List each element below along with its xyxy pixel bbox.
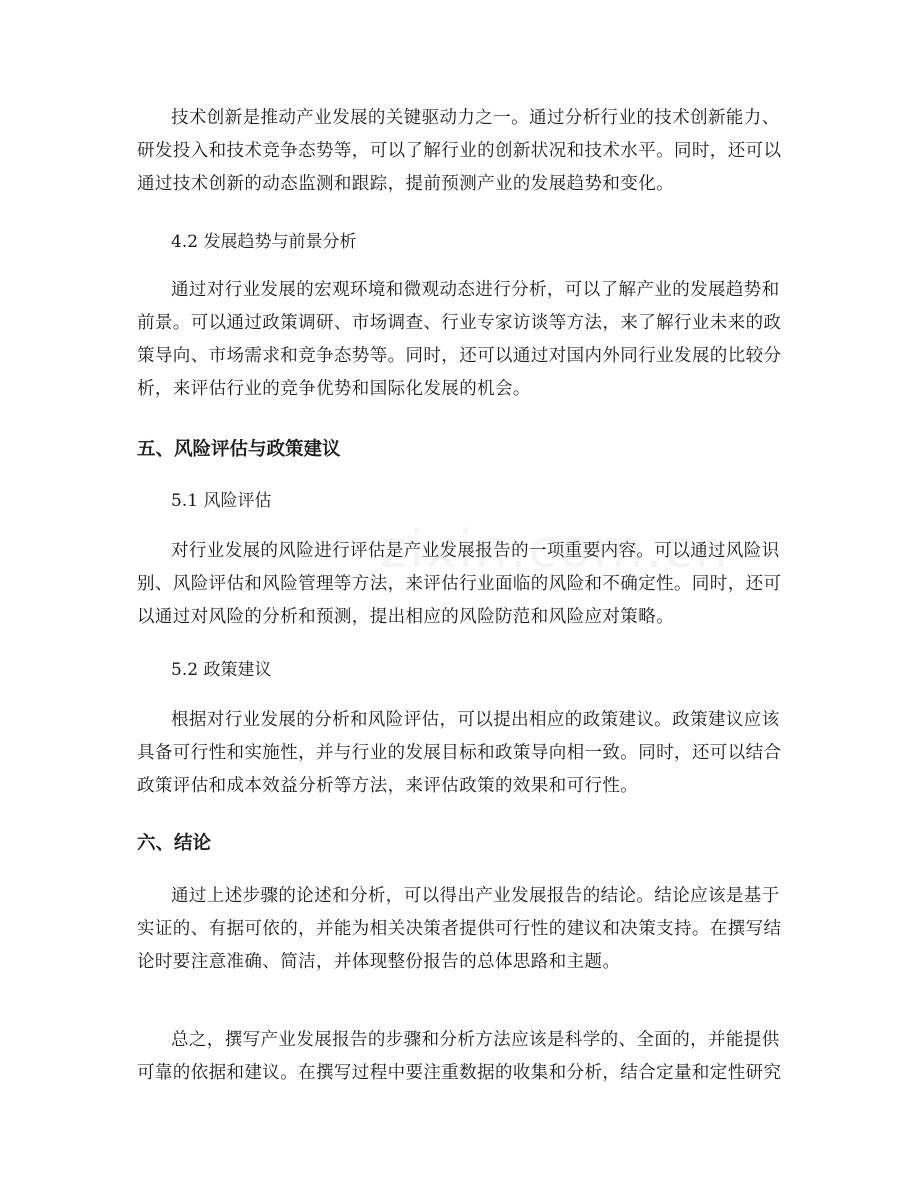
paragraph-summary: [137, 1024, 787, 1090]
paragraph-line: 前景。可以通过政策调研、市场调查、行业专家访谈等方法，来了解行业未来的政: [137, 313, 782, 333]
subheading-4-2: 4.2 发展趋势与前景分析: [171, 232, 357, 252]
paragraph-line: 技术创新是推动产业发展的关键驱动力之一。通过分析行业的技术创新能力、: [171, 108, 780, 128]
paragraph-line: 通过技术创新的动态监测和跟踪，提前预测产业的发展趋势和变化。: [137, 174, 674, 194]
section-heading-6: 六、结论: [137, 833, 212, 854]
paragraph-line: 策导向、市场需求和竞争态势等。同时，还可以通过对国内外同行业发展的比较分: [137, 346, 782, 366]
paragraph-conclusion: [137, 880, 787, 979]
paragraph-line: 论时要注意准确、简洁，并体现整份报告的总体思路和主题。: [137, 952, 621, 972]
paragraph-line: 通过上述步骤的论述和分析，可以得出产业发展报告的结论。结论应该是基于: [171, 886, 780, 906]
subheading-5-2: 5.2 政策建议: [171, 660, 272, 680]
paragraph-line: 研发投入和技术竞争态势等，可以了解行业的创新状况和技术水平。同时，还可以: [137, 141, 782, 161]
paragraph-line: 可靠的依据和建议。在撰写过程中要注重数据的收集和分析，结合定量和定性研究: [137, 1063, 782, 1083]
paragraph-policy-advice: [137, 704, 787, 803]
paragraph-risk-assessment: [137, 535, 787, 634]
paragraph-line: 以通过对风险的分析和预测，提出相应的风险防范和风险应对策略。: [137, 607, 674, 627]
paragraph-line: 政策评估和成本效益分析等方法，来评估政策的效果和可行性。: [137, 776, 639, 796]
paragraph-line: 别、风险评估和风险管理等方法，来评估行业面临的风险和不确定性。同时，还可: [137, 574, 782, 594]
paragraph-line: 根据对行业发展的分析和风险评估，可以提出相应的政策建议。政策建议应该: [171, 710, 780, 730]
paragraph-line: 总之，撰写产业发展报告的步骤和分析方法应该是科学的、全面的，并能提供: [171, 1030, 780, 1050]
paragraph-line: 析，来评估行业的竞争优势和国际化发展的机会。: [137, 379, 531, 399]
subheading-5-1: 5.1 风险评估: [171, 491, 272, 511]
paragraph-trend-analysis: [137, 274, 787, 406]
paragraph-line: 实证的、有据可依的，并能为相关决策者提供可行性的建议和决策支持。在撰写结: [137, 919, 782, 939]
paragraph-line: 通过对行业发展的宏观环境和微观动态进行分析，可以了解产业的发展趋势和: [171, 280, 780, 300]
paragraph-tech-innovation: [137, 102, 787, 201]
paragraph-line: 对行业发展的风险进行评估是产业发展报告的一项重要内容。可以通过风险识: [171, 541, 780, 561]
paragraph-line: 具备可行性和实施性，并与行业的发展目标和政策导向相一致。同时，还可以结合: [137, 743, 782, 763]
section-heading-5: 五、风险评估与政策建议: [137, 439, 341, 460]
